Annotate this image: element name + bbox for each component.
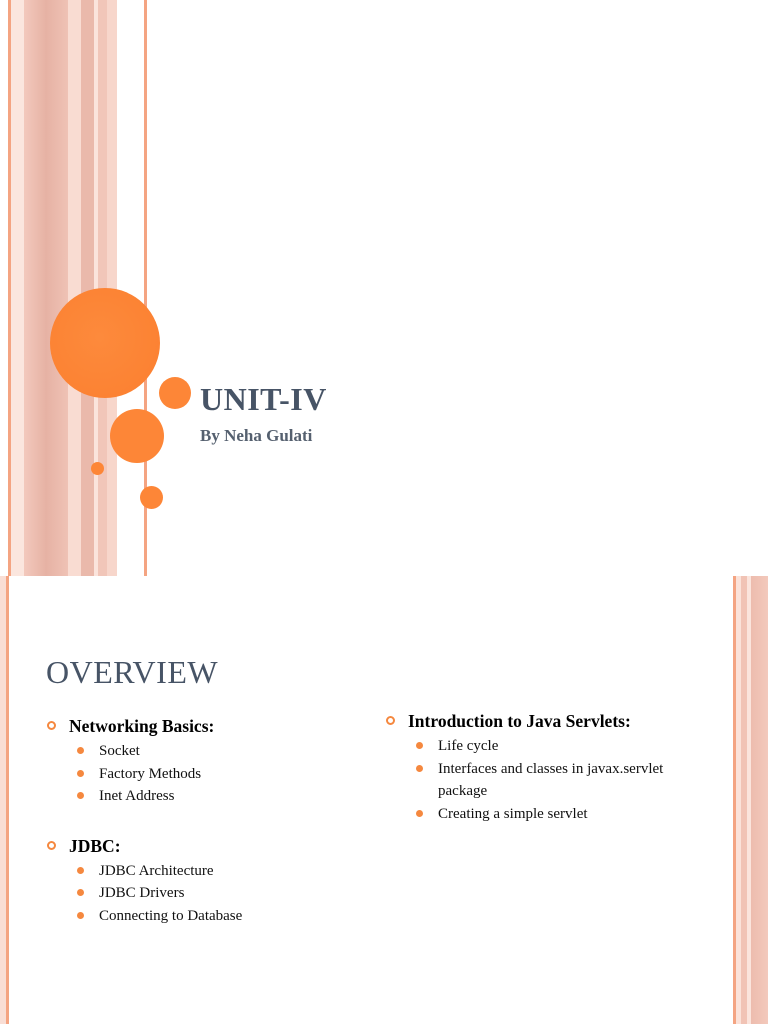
topic-heading-text: Networking Basics: [69,716,215,736]
list-item [438,758,705,803]
stripe-decoration [24,0,68,576]
list-item-text: Life cycle [438,738,499,754]
list-item [438,803,705,826]
circle-decoration [91,462,104,475]
circle-decoration [159,377,191,409]
dot-bullet-icon [416,810,423,817]
slide-subtitle: By Neha Gulati [200,426,313,445]
list-item [99,763,366,786]
topic-heading [385,709,705,733]
list-item [438,735,705,758]
subtopic-list [385,735,705,825]
topic-group [46,714,366,808]
left-column [46,714,366,941]
dot-bullet-icon [416,765,423,772]
topic-heading-text: JDBC: [69,835,121,856]
list-item [99,785,366,808]
dot-bullet-icon [77,867,84,874]
subtopic-list [46,740,366,808]
stripe-decoration [68,0,81,576]
stripe-decoration [6,576,9,1024]
subtopic-list [46,860,366,928]
circle-decoration-large [50,288,160,398]
right-column [385,709,705,839]
ring-bullet-icon [47,721,56,730]
stripe-decoration [81,0,94,576]
dot-bullet-icon [77,792,84,799]
stripe-decoration [751,576,768,1024]
dot-bullet-icon [77,889,84,896]
list-item-text: Interfaces and classes in javax.servlet package [438,760,664,799]
topic-heading [46,714,366,738]
dot-bullet-icon [416,742,423,749]
topic-group [46,834,366,928]
stripe-decoration [0,0,8,576]
circle-decoration [110,409,164,463]
slide-title: UNIT-IV [200,381,327,417]
list-item-text: JDBC Architecture [99,862,214,879]
list-item-text: JDBC Drivers [99,885,185,901]
topic-heading [46,834,366,858]
ring-bullet-icon [386,716,395,725]
list-item [99,740,366,763]
topic-group [385,709,705,825]
ring-bullet-icon [47,841,56,850]
stripe-decoration [117,0,144,576]
topic-heading-text: Introduction to Java Servlets: [408,711,631,731]
list-item [99,905,366,928]
list-item-text: Connecting to Database [99,907,243,924]
stripe-decoration [11,0,24,576]
dot-bullet-icon [77,770,84,777]
list-item-text: Socket [99,743,140,759]
circle-decoration [140,486,163,509]
list-item [99,860,366,883]
dot-bullet-icon [77,912,84,919]
slide-title: OVERVIEW [46,654,219,690]
list-item-text: Factory Methods [99,765,202,782]
list-item [99,882,366,905]
list-item-text: Creating a simple servlet [438,805,588,822]
overview-slide [0,576,768,1024]
dot-bullet-icon [77,747,84,754]
list-item-text: Inet Address [99,788,175,804]
